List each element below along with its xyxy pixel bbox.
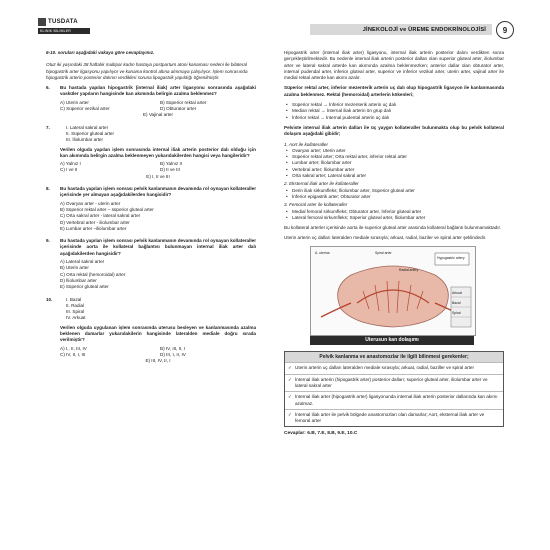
key-point-item: ✓ Uterin arterin uç dalları lateralden mediale sırasıyla; arkuat, radial, baziller ve spiral arter [285, 362, 503, 373]
option-b: B) Süperior rektal arter – süperior gluteal arter [60, 206, 154, 212]
question-stem: Bu hastada yapılan işlem sonrası pelvik kanlanmanın devamında rol oynayan kollateraller içerisinde aorta ile kollateral bağlantısı bulunmayan internal iliak arter dalı aşağıdakilerden hangisidir? [60, 238, 256, 256]
collateral-group-title: 2. Eksternal iliak arter ile kollateraller [284, 181, 359, 187]
question-number: 7. [46, 124, 50, 130]
rectal-artery-item: • İnferior rektal → İnternal pudental arterin uç dalı [284, 115, 504, 121]
option-e: E) Vajinal arter [142, 112, 174, 118]
page-number: 9 [496, 21, 514, 39]
option-a: A) Uterin arter [60, 99, 89, 105]
key-points-box [284, 351, 504, 427]
figure-label: Hypogastric artery [437, 255, 465, 260]
logo-subtitle: KLINIK BILIMLER [38, 28, 90, 34]
figure-caption: Uterusun kan dolaşımı [310, 336, 474, 345]
collateral-item: • İnferior epigastrik arter; Obturator arter [284, 194, 504, 200]
question-stem: Bu hastada yapılan hipogastrik (internal iliak) arter ligasyonu sonrasında aşağıdaki vasküler yapıların hangisinde kan akımında belirgin azalma beklenmez? [60, 85, 256, 97]
option-d: D) II ve III [160, 167, 180, 173]
option-e: E) III, IV, II, I [145, 358, 171, 364]
option-d: D) Obturator arter [160, 106, 197, 112]
chapter-title: JİNEKOLOJİ ve ÜREME ENDOKRİNOLOJİSİ [362, 26, 486, 33]
figure-label: A. uterina [315, 250, 330, 255]
page-header [0, 0, 550, 44]
publisher-logo [38, 18, 90, 38]
question-number: 8. [46, 186, 50, 192]
roman-item: I. Lateral sakral arter [66, 124, 109, 130]
option-b: B) Uterin arter [60, 265, 89, 271]
question-number: 6. [46, 85, 50, 91]
uterus-blood-supply-figure [310, 246, 476, 336]
explanation-paragraph-4: Bu kollateral arterler içerisinde aorta ile superior gluteal arter arasında kollateral bağlantı bulunmamaktadır. [284, 225, 502, 231]
roman-item: III. İliolumbar arter [66, 137, 104, 143]
figure-label: Radial artery [399, 267, 419, 272]
collateral-item: • Medial femoral sirkumfleks; Obturator arter, İnferior gluteal arter [284, 209, 504, 215]
figure-label: Arkuat [452, 290, 462, 295]
collateral-item: • Lateral femoral sirkumfleks; Süperior gluteal arter, İliolumbar arter [284, 215, 504, 221]
option-d: D) İliolumbar arter [60, 277, 97, 283]
collateral-item: • Derin iliak sirkumfleks; İliolumbar arter, Süperior gluteal arter [284, 188, 504, 194]
logo-text: TUSDATA [48, 19, 78, 25]
option-d: D) Vertebral arter - iliolumbar arter [60, 219, 130, 225]
figure-label: Spiral arter [375, 250, 392, 255]
option-c: C) IV, II, I, III [60, 351, 86, 357]
key-points-title: Pelvik kanlanma ve anastomozlar ile ilgili bilinmesi gerekenler; [285, 352, 503, 362]
collateral-item: • Vertebral arter; İliolumbar arter [284, 167, 504, 173]
option-c: C) Orta rektal (hemoroidal) arter [60, 271, 126, 277]
questions-column [46, 50, 256, 370]
collateral-item: • Süperior rektal arter; Orta rektal arter, inferior rektal arter [284, 154, 504, 160]
roman-item: II. Radial [66, 302, 85, 308]
question-8 [46, 186, 256, 232]
option-e: E) Süperior gluteal arter [60, 284, 109, 290]
case-heading: 6-10. soruları aşağıdaki vakaya göre cevaplayınız. [46, 50, 155, 55]
collateral-item: • Orta sakral arter; Lateral sakral arter [284, 173, 504, 179]
roman-item: I. Bazal [66, 296, 82, 302]
option-a: A) I., II, III, IV [60, 345, 87, 351]
question-stem: Bu hastada yapılan işlem sonrası pelvik kanlanmanın devamında rol oynayan kollateraller içerisinde yer almayan aşağıdakilerden hangisidir? [60, 186, 256, 198]
explanation-paragraph-1: Hipogastrik arter (internal iliak arter) ligasyonu, internal iliak arterin posterior dalını verdikten sonra gerçekleştirilmektedir. Bu nedenle internal iliak arterin posterior dalları olan superior gluteal arter, iliolumbar arter ve lateral sakral arterde kan akımında azalma beklenmezken; anterior dallar olan obturator arter, internal pudendal arter, inferior gluteal arter, superior ve inferior vezikal arter, uterin arter, vajinal arter ile medial rektal arterde kan akımı azalır. [284, 50, 504, 81]
option-e: E) I, II ve III [146, 173, 170, 179]
option-b: B) Süperior rektal arter [160, 99, 207, 105]
question-number: 9. [46, 238, 50, 244]
option-a: A) Yalnız I [60, 161, 81, 167]
option-c: C) I ve II [60, 167, 78, 173]
question-7 [46, 125, 256, 180]
collateral-item: • Lumbar arter; İliolumbar arter [284, 160, 504, 166]
question-stem: Verilen olguda yapılan işlem sonrasında internal iliak arterin posterior dalı olduğu için kan akımında belirgin azalma beklenmeyen yukarıdakilerden hangisi veya hangileridir? [60, 146, 256, 158]
roman-item: II. Süperior gluteal arter [66, 130, 115, 136]
key-point-item: ✓ İnternal iliak arter (hipogastrik arter) ligasyonunda internal iliak arterin posterior dallarında kan akımı azalmaz. [285, 391, 503, 409]
logo-mark-icon [38, 18, 46, 26]
option-a: A) Lateral sakral arter [60, 259, 105, 265]
option-b: B) IV, III, II, I [160, 345, 186, 351]
option-e: E) Lumbar arter –iliolumbar arter [60, 225, 127, 231]
explanation-column [284, 50, 504, 438]
option-a: A) Ovaryan arter - uterin arter [60, 200, 121, 206]
explanation-paragraph-2: Süperior rektal arter, inferior mezenterik arterin uç dalı olup hipogastrik ligasyon ile kanlanmasında azalma beklenmez. Rektal (hemoroidal) arterlerin kökenleri; [284, 85, 504, 97]
collateral-group-title: 3. Femoral arter ile kollateraller [284, 202, 348, 208]
answer-key: Cevaplar: 6.B, 7.E, 8.B, 9.E, 10.C [284, 431, 358, 437]
rectal-artery-item: • Süperior rektal → İnferior mezenterik arterin uç dalı [284, 102, 504, 108]
roman-item: IV. Arkuat [66, 315, 86, 321]
figure-label: Bazal [452, 300, 461, 305]
roman-item: III. Spiral [66, 309, 85, 315]
case-text: Otuz iki yaşındaki 38 haftalık multipar kadın hastaya postpartum atoni kanaması nedeni ile bilateral hipogastrik arter ligasyonu yapılıyor ve kanama kontrol altına alınmaya çalışılıyor. İşlem sonrasında hipogastrik arterin posterior dalının verdikleri soruna lipogastrik yapıldığı öğrenilmiştir. [46, 62, 248, 80]
question-6 [46, 85, 256, 118]
question-9 [46, 238, 256, 290]
question-number: 10. [46, 296, 53, 302]
option-c: C) Süperior vezikal arter [60, 106, 110, 112]
question-stem: Verilen olguda uygulanan işlem sonrasında uterusu besleyen ve kanlanmasında azalma beklenen damarlar yukarıdakilerin hangisinde lateralden mediale doğru sırada verilmiştir? [60, 324, 256, 343]
question-10 [46, 297, 256, 365]
figure-label: Spiral [452, 310, 461, 315]
explanation-paragraph-3: Pelviste internal iliak arterin dalları ile üç yaygın kollateraller bulunmakta olup bu pelvik kollateral dolaşım aşağıdaki gibidir; [284, 124, 504, 137]
option-c: C) Orta sakral arter - lateral sakral arter [60, 213, 141, 219]
option-b: B) Yalnız II [160, 161, 183, 167]
rectal-artery-item: • Median rektal → İnternal iliak arterin ön grup dalı [284, 108, 504, 114]
collateral-group-title: 1. Aort ile kollateraller [284, 141, 328, 147]
chapter-title-band [310, 24, 492, 35]
key-point-item: ✓ İnternal iliak arterin (hipogastrik arter) posterior dalları; superior gluteal arter, iliolumbar arter ve lateral sakral arter [285, 374, 503, 392]
key-point-item: ✓ İnternal iliak arter ile pelvik bölgede anastomozları olan damarlar; Aort, eksternal iliak arter ve femoral arter [285, 409, 503, 427]
explanation-paragraph-5: Uterin arterin uç dalları lateralden mediale sırasıyla; arkuat, radial, baziler ve spiral arter şeklindedir. [284, 235, 487, 241]
option-d: D) III, I, II, IV [160, 351, 186, 357]
collateral-item: • Ovaryan arter; Uterin arter [284, 148, 504, 154]
